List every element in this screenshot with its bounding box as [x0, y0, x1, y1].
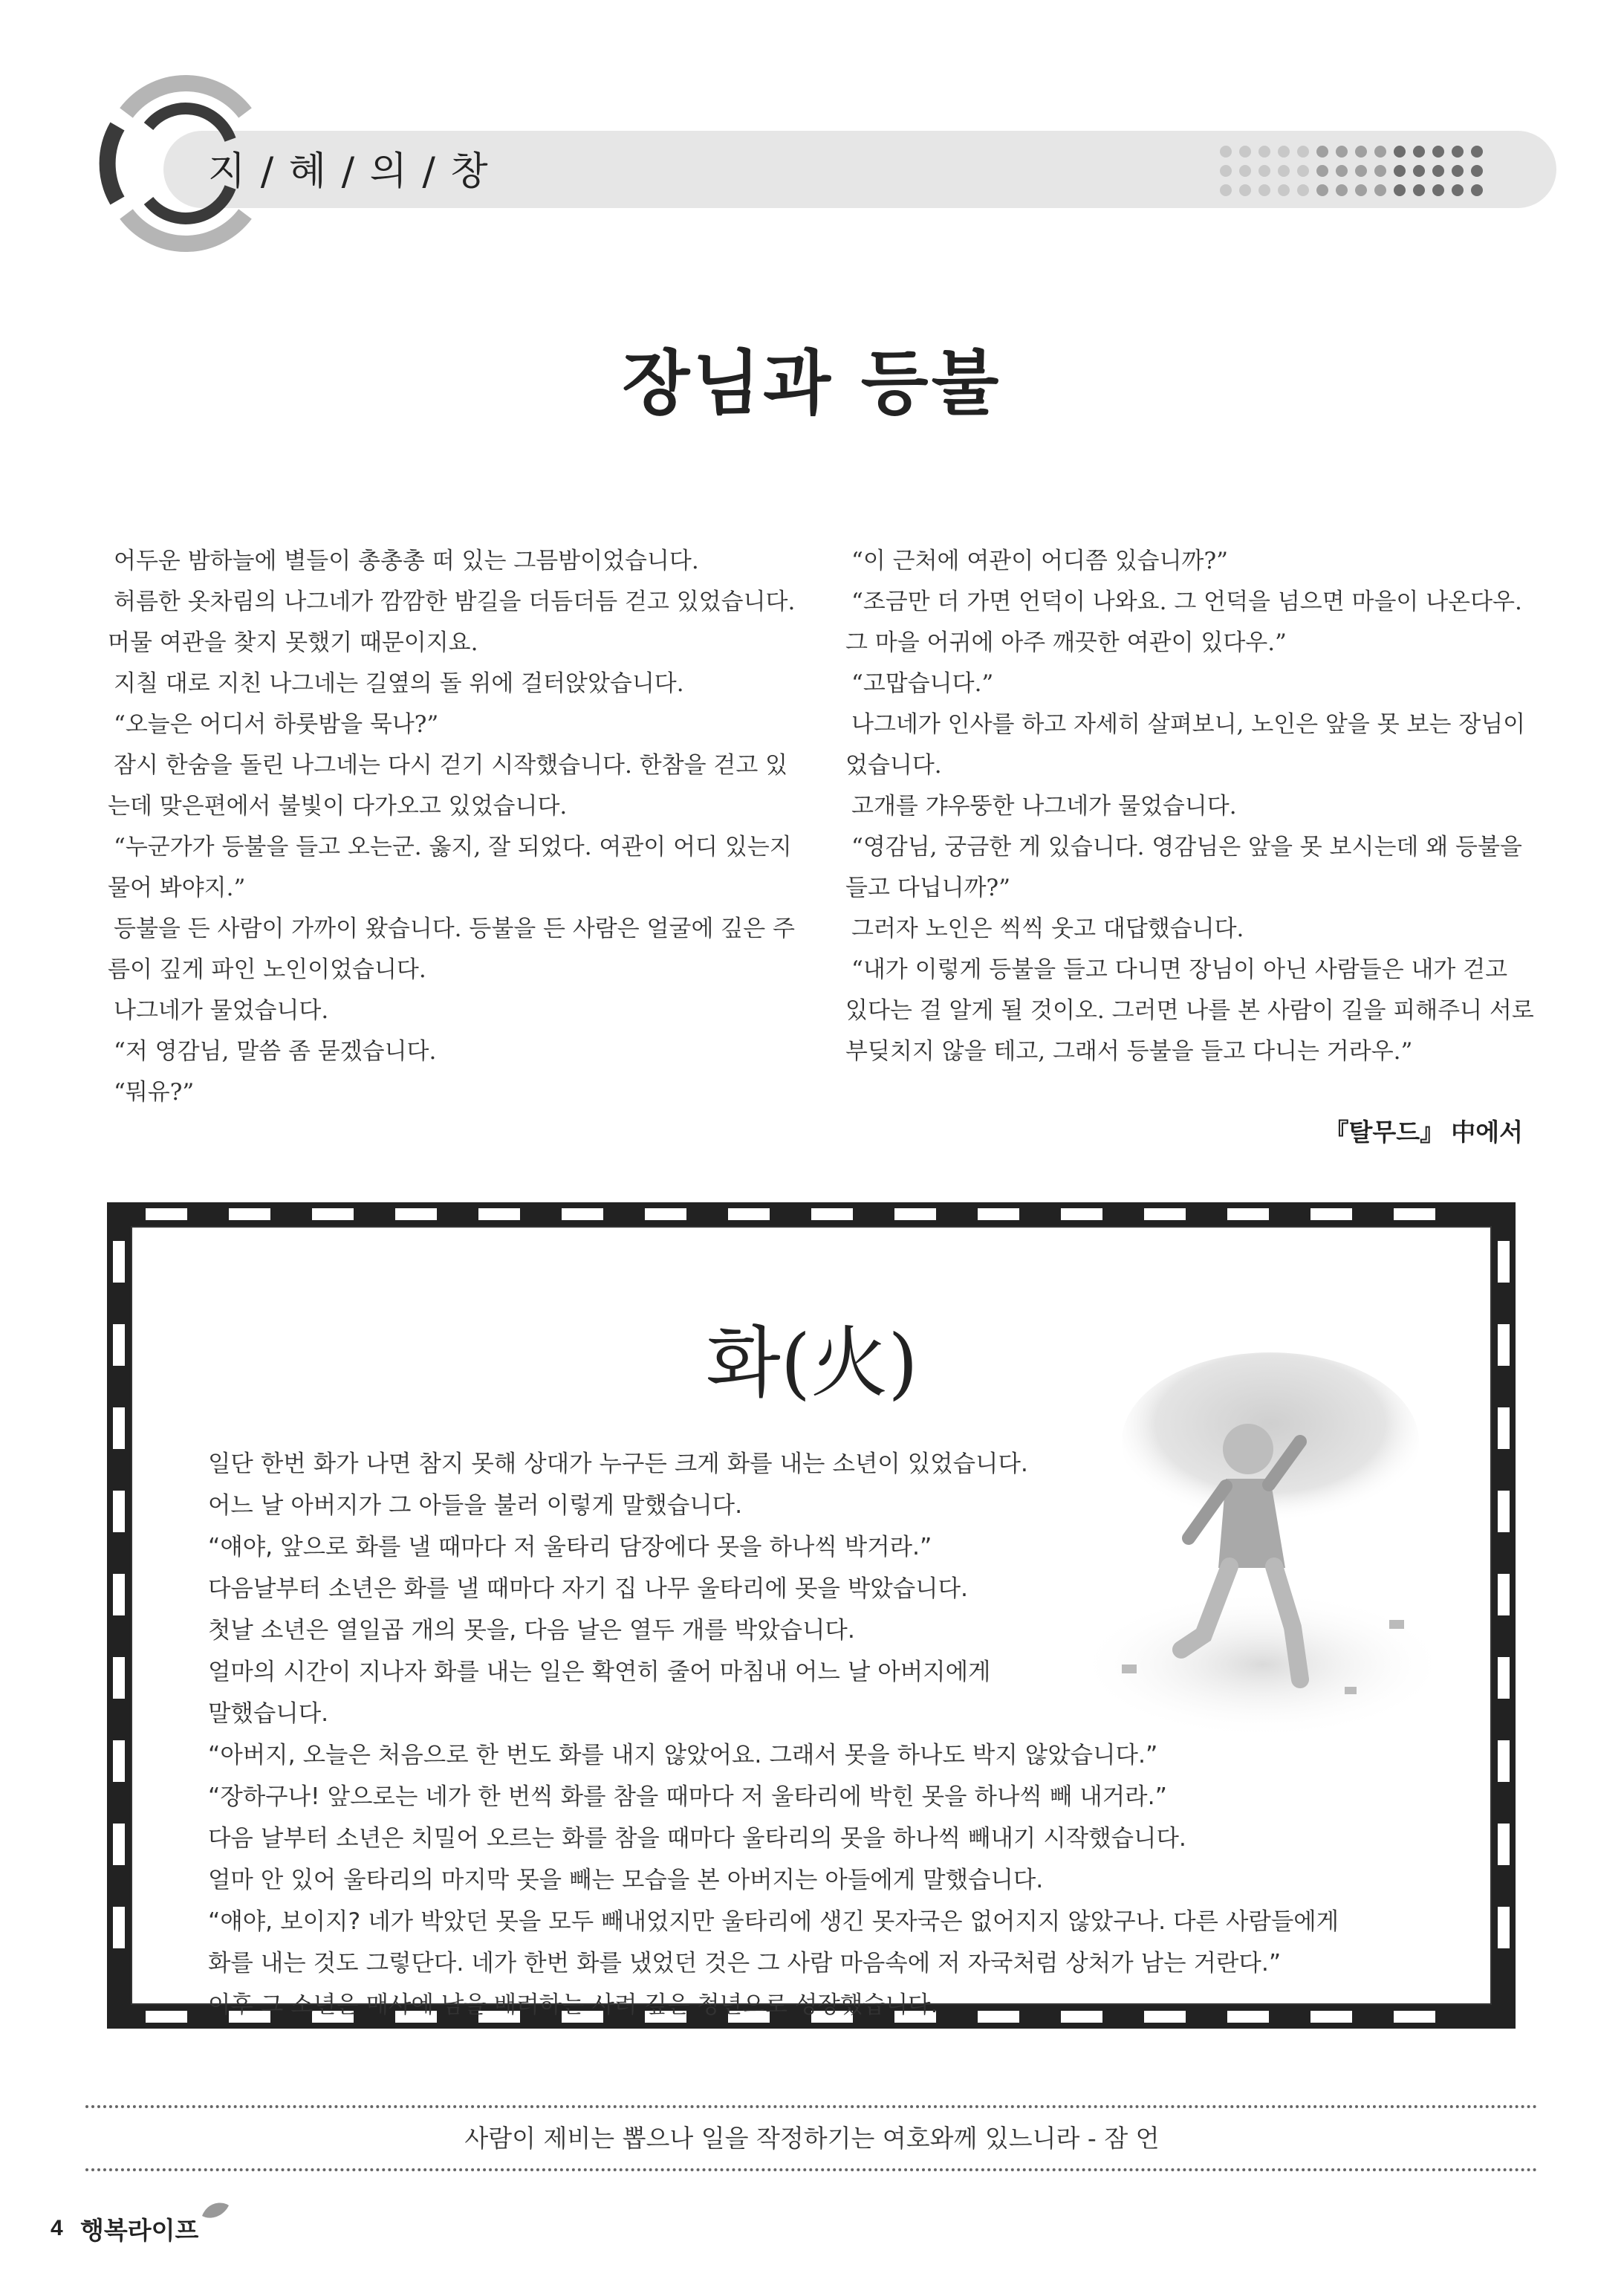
decorative-dot: [1297, 184, 1309, 196]
decorative-dot: [1452, 165, 1464, 177]
frame-segment: [113, 1740, 125, 1782]
story-paragraph: 어두운 밤하늘에 별들이 총총총 떠 있는 그믐밤이었습니다.: [114, 548, 699, 574]
proverb-text: 사람이 제비는 뽑으나 일을 작정하기는 여호와께 있느니라 - 잠 언: [464, 2124, 1160, 2153]
decorative-dot: [1239, 165, 1251, 177]
box-text-line: 일단 한번 화가 나면 참지 못해 상대가 누구든 크게 화를 내는 소년이 있었습니다.: [208, 1450, 1028, 1477]
frame-segment: [978, 1208, 1019, 1220]
frame-segment: [312, 1208, 354, 1220]
decorative-dot: [1355, 184, 1367, 196]
decorative-dot: [1355, 165, 1367, 177]
story-right-column: [845, 541, 1536, 1072]
section-label: 지 / 혜 / 의 / 창: [208, 149, 490, 194]
story-paragraph: “고맙습니다.”: [851, 670, 994, 697]
story-paragraph: “저 영감님, 말씀 좀 묻겠습니다.: [114, 1038, 437, 1065]
decorative-dot: [1432, 165, 1444, 177]
frame-segment: [728, 1208, 770, 1220]
box-story-text: [208, 1443, 1545, 2026]
story-source: 『탈무드』 中에서: [1324, 1118, 1523, 1146]
decorative-dot-grid: [1218, 143, 1493, 199]
story-paragraph: 잠시 한숨을 돌린 나그네는 다시 걷기 시작했습니다. 한참을 걷고 있는데 맞은편에서 불빛이 다가오고 있었습니다.: [108, 752, 788, 820]
box-text-line: 다음 날부터 소년은 치밀어 오르는 화를 참을 때마다 울타리의 못을 하나씩 빼내기 시작했습니다.: [208, 1825, 1186, 1852]
frame-segment: [113, 1907, 125, 1948]
decorative-dot: [1394, 165, 1406, 177]
decorative-dot: [1452, 146, 1464, 158]
decorative-dot: [1278, 184, 1290, 196]
frame-segment: [113, 1574, 125, 1615]
frame-segment: [1227, 1208, 1269, 1220]
decorative-dot: [1220, 184, 1232, 196]
story-paragraph: “오늘은 어디서 하룻밤을 묵나?”: [114, 711, 439, 738]
box-text-line: “얘야, 보이지? 네가 박았던 못을 모두 빼내었지만 울타리에 생긴 못자국은 없어지지 않았구나. 다른 사람들에게: [208, 1908, 1339, 1935]
story-paragraph: “이 근처에 여관이 어디쯤 있습니까?”: [851, 548, 1228, 574]
frame-segment: [113, 1491, 125, 1532]
decorative-dot: [1336, 146, 1348, 158]
frame-segment: [1144, 1208, 1186, 1220]
decorative-dot: [1374, 184, 1386, 196]
box-text-line: “얘야, 앞으로 화를 낼 때마다 저 울타리 담장에다 못을 하나씩 박거라.”: [208, 1534, 932, 1560]
story-paragraph: 지칠 대로 지친 나그네는 길옆의 돌 위에 걸터앉았습니다.: [114, 670, 684, 697]
decorative-dot: [1413, 184, 1425, 196]
box-text-line: “장하구나! 앞으로는 네가 한 번씩 화를 참을 때마다 저 울타리에 박힌 못을 하나씩 빼 내거라.”: [208, 1783, 1167, 1810]
decorative-dot: [1239, 146, 1251, 158]
frame-segment: [395, 1208, 437, 1220]
frame-segment: [113, 1824, 125, 1865]
story-paragraph: 허름한 옷차림의 나그네가 깜깜한 밤길을 더듬더듬 걷고 있었습니다. 머물 여관을 찾지 못했기 때문이지요.: [108, 589, 796, 656]
decorative-dot: [1374, 165, 1386, 177]
decorative-dot: [1239, 184, 1251, 196]
magazine-name: 행복라이프: [80, 2216, 199, 2245]
frame-segment: [113, 1657, 125, 1699]
box-text-line: 어느 날 아버지가 그 아들을 불러 이렇게 말했습니다.: [208, 1492, 743, 1519]
decorative-dot: [1220, 165, 1232, 177]
decorative-dot: [1432, 146, 1444, 158]
decorative-dot: [1258, 184, 1270, 196]
box-text-line: “아버지, 오늘은 처음으로 한 번도 화를 내지 않았어요. 그래서 못을 하나도 박지 않았습니다.”: [208, 1742, 1158, 1769]
decorative-dot: [1278, 146, 1290, 158]
page-number: 4: [51, 2216, 63, 2240]
story-paragraph: 등불을 든 사람이 가까이 왔습니다. 등불을 든 사람은 얼굴에 깊은 주름이 깊게 파인 노인이었습니다.: [108, 915, 795, 983]
box-title: 화(火): [706, 1317, 918, 1408]
frame-segment: [1498, 1241, 1510, 1283]
decorative-dot: [1452, 184, 1464, 196]
story-paragraph: “조금만 더 가면 언덕이 나와요. 그 언덕을 넘으면 마을이 나온다우. 그 마을 어귀에 아주 깨끗한 여관이 있다우.”: [845, 589, 1522, 656]
story-paragraph: “내가 이렇게 등불을 들고 다니면 장님이 아닌 사람들은 내가 걷고 있다는 걸 알게 될 것이오. 그러면 나를 본 사람이 길을 피해주니 서로 부딪치지 않을 테고, 그래서 등불을 들고 다니는 거라우.”: [845, 956, 1534, 1065]
decorative-dot: [1374, 146, 1386, 158]
frame-segment: [229, 1208, 270, 1220]
box-text-line: 화를 내는 것도 그렇단다. 네가 한번 화를 냈었던 것은 그 사람 마음속에 저 자국처럼 상처가 남는 거란다.”: [208, 1950, 1282, 1977]
decorative-dot: [1258, 146, 1270, 158]
decorative-dot: [1336, 184, 1348, 196]
box-text-line: 이후 그 소년은 매사에 남을 배려하는 사려 깊은 청년으로 성장했습니다.: [208, 1991, 938, 2018]
story-title: 장님과 등불: [622, 343, 1002, 424]
decorative-dot: [1355, 146, 1367, 158]
story-paragraph: 그러자 노인은 씩씩 웃고 대답했습니다.: [851, 915, 1244, 942]
story-paragraph: “뭐유?”: [114, 1079, 195, 1106]
frame-segment: [1394, 1208, 1435, 1220]
decorative-dot: [1471, 146, 1483, 158]
story-paragraph: 나그네가 물었습니다.: [114, 997, 329, 1024]
decorative-dot: [1336, 165, 1348, 177]
box-text-line: 말했습니다.: [208, 1700, 329, 1727]
decorative-dot: [1316, 184, 1328, 196]
box-text-line: 얼마의 시간이 지나자 화를 내는 일은 확연히 줄어 마침내 어느 날 아버지에게: [208, 1659, 991, 1685]
decorative-dot: [1394, 184, 1406, 196]
frame-segment: [113, 1407, 125, 1449]
story-paragraph: 고개를 갸우뚱한 나그네가 물었습니다.: [851, 793, 1237, 820]
proverb-bottom-divider: [85, 2168, 1538, 2171]
decorative-dot: [1394, 146, 1406, 158]
frame-segment: [645, 1208, 686, 1220]
leaf-logo-icon: [201, 2201, 230, 2223]
frame-segment: [478, 1208, 520, 1220]
frame-segment: [146, 1208, 187, 1220]
decorative-dot: [1316, 165, 1328, 177]
proverb-top-divider: [85, 2105, 1538, 2108]
frame-segment: [146, 2011, 187, 2023]
story-paragraph: “영감님, 궁금한 게 있습니다. 영감님은 앞을 못 보시는데 왜 등불을 들고 다닙니까?”: [845, 834, 1522, 901]
decorative-dot: [1258, 165, 1270, 177]
decorative-dot: [1471, 184, 1483, 196]
decorative-dot: [1432, 184, 1444, 196]
decorative-dot: [1297, 146, 1309, 158]
frame-segment: [113, 1241, 125, 1283]
story-paragraph: 나그네가 인사를 하고 자세히 살펴보니, 노인은 앞을 못 보는 장님이었습니다.: [845, 711, 1526, 779]
story-left-column: [108, 541, 799, 1113]
frame-segment: [1310, 1208, 1352, 1220]
frame-segment: [811, 1208, 853, 1220]
story-paragraph: “누군가가 등불을 들고 오는군. 옳지, 잘 되었다. 여관이 어디 있는지 물어 봐야지.”: [108, 834, 792, 901]
frame-segment: [894, 1208, 936, 1220]
box-text-line: 다음날부터 소년은 화를 낼 때마다 자기 집 나무 울타리에 못을 박았습니다.: [208, 1575, 969, 1602]
frame-segment: [562, 1208, 603, 1220]
decorative-dot: [1471, 165, 1483, 177]
frame-segment: [1061, 1208, 1102, 1220]
decorative-dot: [1413, 165, 1425, 177]
decorative-dot: [1316, 146, 1328, 158]
decorative-dot: [1220, 146, 1232, 158]
decorative-dot: [1297, 165, 1309, 177]
decorative-dot: [1278, 165, 1290, 177]
decorative-dot: [1413, 146, 1425, 158]
box-text-line: 얼마 안 있어 울타리의 마지막 못을 빼는 모습을 본 아버지는 아들에게 말했습니다.: [208, 1867, 1044, 1893]
box-text-line: 첫날 소년은 열일곱 개의 못을, 다음 날은 열두 개를 박았습니다.: [208, 1617, 855, 1644]
